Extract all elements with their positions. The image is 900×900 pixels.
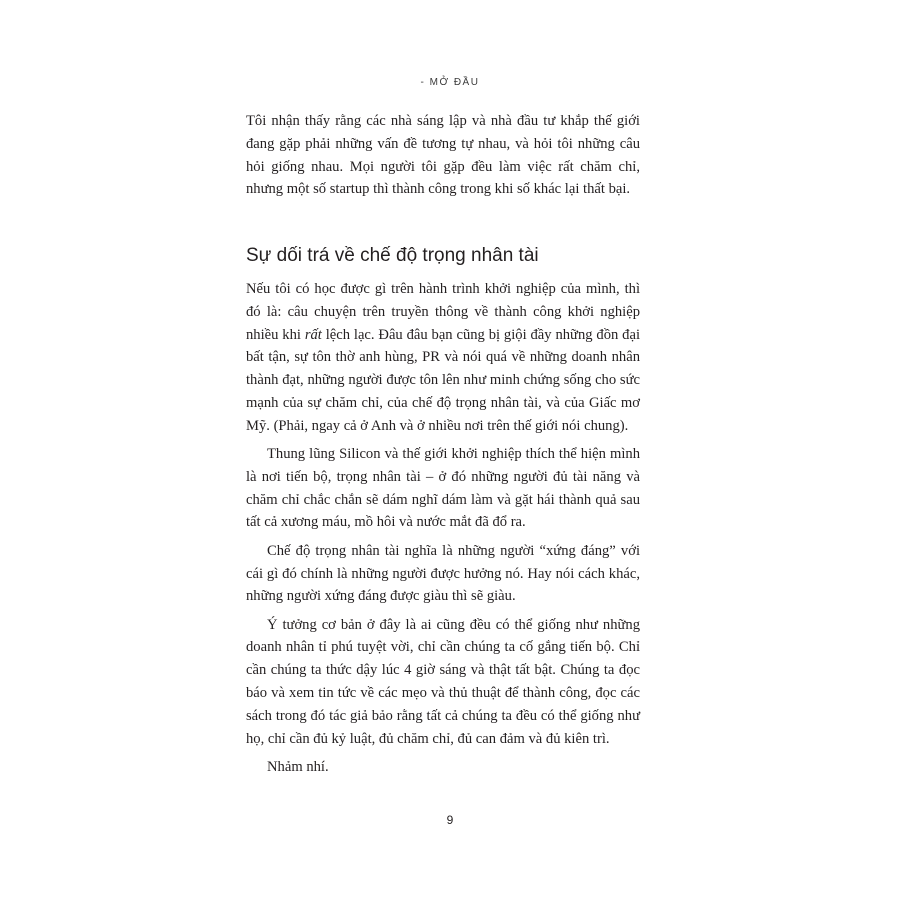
paragraph-4: Ý tưởng cơ bản ở đây là ai cũng đều có thể giống như những doanh nhân tỉ phú tuyệt vời, chỉ cần chúng ta cố gắng tiến bộ. Chỉ cần chúng ta thức dậy lúc 4 giờ sáng và thật tất bật. Chúng ta đọc báo và xem tin tức về các mẹo và thủ thuật để thành công, đọc các sách trong đó tác giả bảo rằng tất cả chúng ta đều có thể giống như họ, chỉ cần đủ kỷ luật, đủ chăm chỉ, đủ can đảm và đủ kiên trì.	[246, 616, 640, 747]
intro-paragraph: Tôi nhận thấy rằng các nhà sáng lập và nhà đầu tư khắp thế giới đang gặp phải những vấn đề tương tự nhau, và hỏi tôi những câu hỏi giống nhau. Mọi người tôi gặp đều làm việc rất chăm chỉ, nhưng một số startup thì thành công trong khi số khác lại thất bại.	[246, 113, 640, 198]
paragraph-1-before: Nếu tôi có học được gì trên hành trình khởi nghiệp của mình, thì đó là: câu chuyện trên truyền thông về thành công khởi nghiệp nhiều khi	[246, 281, 640, 343]
paragraph-1-after: lệch lạc. Đâu đâu bạn cũng bị giội đầy những đồn đại bất tận, sự tôn thờ anh hùng, PR và nói quá về những doanh nhân thành đạt, những người được tôn lên như minh chứng sống cho sức mạnh của sự chăm chỉ, của chế độ trọng nhân tài, và của Giấc mơ Mỹ. (Phải, ngay cả ở Anh và ở nhiều nơi trên thế giới nói chung).	[246, 326, 640, 434]
page-number: 9	[446, 813, 454, 827]
paragraph-2: Thung lũng Silicon và thế giới khởi nghiệp thích thể hiện mình là nơi tiến bộ, trọng nhân tài – ở đó những người đủ tài năng và chăm chỉ chắc chắn sẽ dám nghĩ dám làm và gặt hái thành quả sau tất cả xương máu, mồ hôi và nước mắt đã đổ ra.	[246, 446, 640, 531]
running-head: - MỞ ĐẦU	[420, 77, 480, 88]
intro-text-block	[246, 110, 640, 201]
paragraph-3: Chế độ trọng nhân tài nghĩa là những người “xứng đáng” với cái gì đó chính là những người được hưởng nó. Hay nói cách khác, những người xứng đáng được giàu thì sẽ giàu.	[246, 542, 640, 605]
paragraph-1	[246, 278, 640, 438]
paragraph-1-emphasis: rất	[304, 326, 322, 343]
section-title: Sự dối trá về chế độ trọng nhân tài	[246, 245, 539, 266]
section-body	[246, 278, 640, 779]
paragraph-5: Nhảm nhí.	[267, 758, 329, 775]
